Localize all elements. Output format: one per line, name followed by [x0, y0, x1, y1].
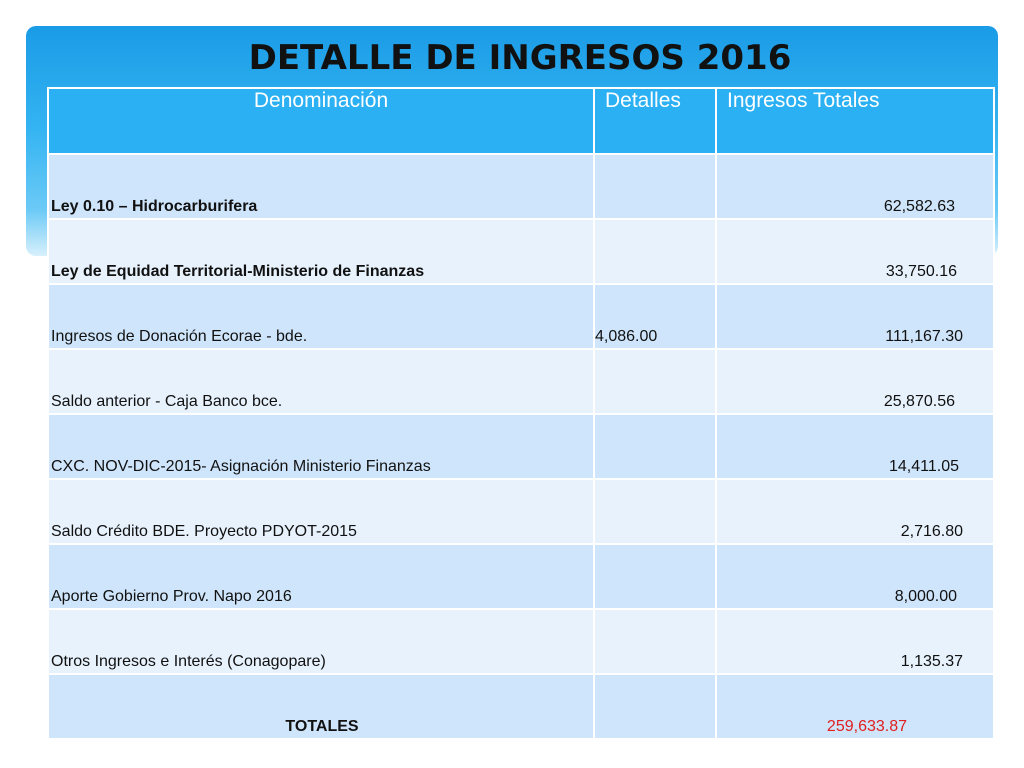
row-total: 25,870.56	[716, 349, 994, 414]
table-row	[48, 609, 994, 674]
row-total: 2,716.80	[716, 479, 994, 544]
row-total: 33,750.16	[716, 219, 994, 284]
row-detail	[594, 414, 716, 479]
row-name: CXC. NOV-DIC-2015- Asignación Ministerio Finanzas	[48, 414, 594, 479]
row-detail	[594, 219, 716, 284]
table-row	[48, 349, 994, 414]
row-name: Ingresos de Donación Ecorae - bde.	[48, 284, 594, 349]
row-detail	[594, 349, 716, 414]
header-detalles: Detalles	[594, 88, 716, 154]
row-total: 14,411.05	[716, 414, 994, 479]
row-name: Saldo Crédito BDE. Proyecto PDYOT-2015	[48, 479, 594, 544]
row-detail	[594, 544, 716, 609]
income-table	[47, 87, 995, 740]
row-name: Ley 0.10 – Hidrocarburifera	[48, 154, 594, 219]
row-detail	[594, 609, 716, 674]
row-detail	[594, 479, 716, 544]
table-row	[48, 544, 994, 609]
row-detail: 4,086.00	[594, 284, 716, 349]
row-name: Saldo anterior - Caja Banco bce.	[48, 349, 594, 414]
table-row	[48, 219, 994, 284]
row-total: 62,582.63	[716, 154, 994, 219]
row-detail	[594, 154, 716, 219]
totals-row	[48, 674, 994, 739]
header-denominacion: Denominación	[48, 88, 594, 154]
header-ingresos-totales: Ingresos Totales	[716, 88, 994, 154]
page-title: DETALLE DE INGRESOS 2016	[248, 38, 792, 78]
row-total: 8,000.00	[716, 544, 994, 609]
row-total: 111,167.30	[716, 284, 994, 349]
totals-value: 259,633.87	[716, 674, 994, 739]
row-total: 1,135.37	[716, 609, 994, 674]
row-name: Ley de Equidad Territorial-Ministerio de Finanzas	[48, 219, 594, 284]
row-name: Aporte Gobierno Prov. Napo 2016	[48, 544, 594, 609]
totals-label: TOTALES	[48, 674, 594, 739]
totals-detail	[594, 674, 716, 739]
table-row	[48, 284, 994, 349]
table-row	[48, 414, 994, 479]
row-name: Otros Ingresos e Interés (Conagopare)	[48, 609, 594, 674]
table-row	[48, 154, 994, 219]
table-header-row	[48, 88, 994, 154]
table-row	[48, 479, 994, 544]
